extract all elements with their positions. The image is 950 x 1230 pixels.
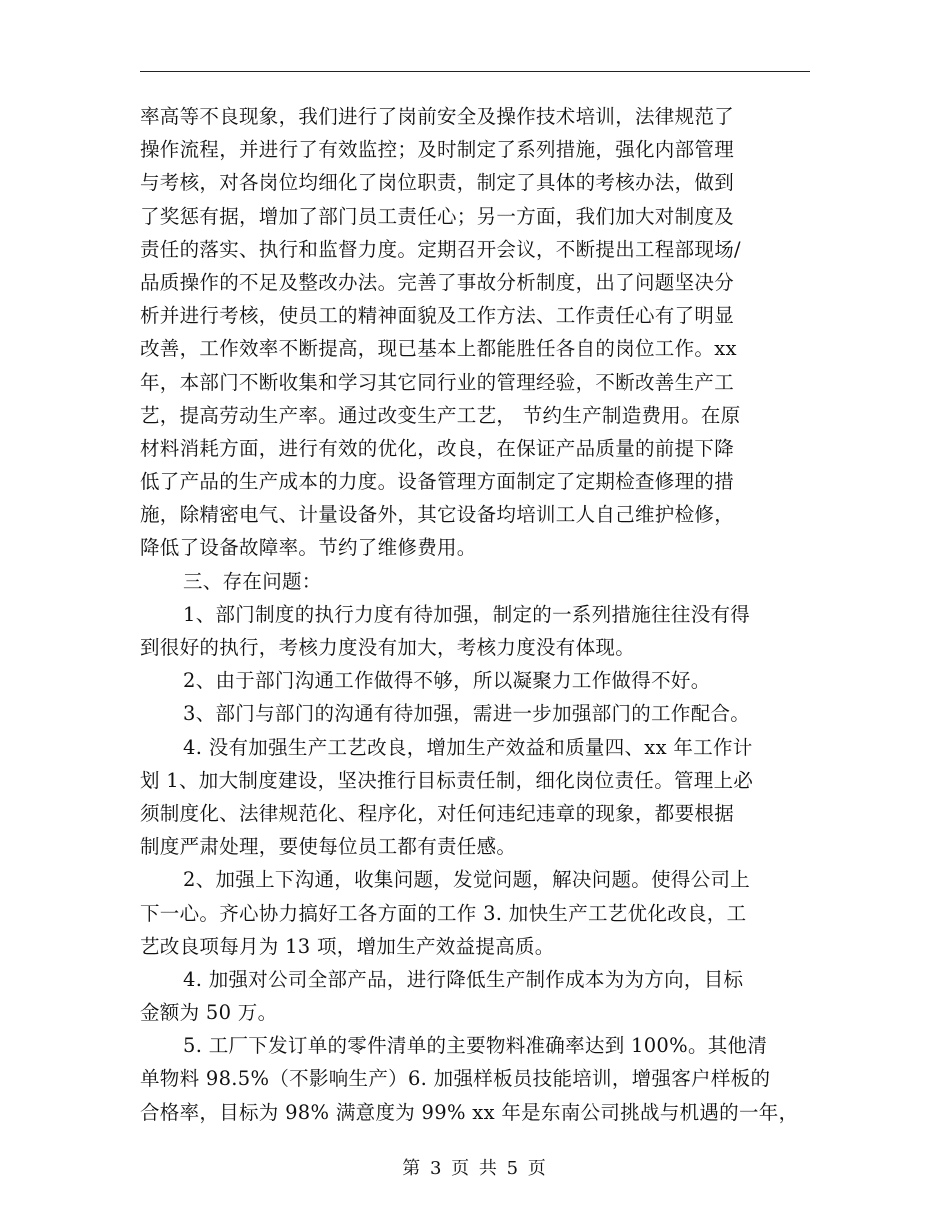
text-line: 到很好的执行，考核力度没有加大，考核力度没有体现。 — [140, 636, 636, 659]
text-line: 5. 工厂下发订单的零件清单的主要物料准确率达到 100%。其他清 — [183, 1034, 768, 1058]
text-line: 品质操作的不足及整改办法。完善了事故分析制度，出了问题坚决分 — [140, 270, 735, 294]
text-line: 率高等不良现象，我们进行了岗前安全及操作技术培训，法律规范了 — [140, 105, 735, 128]
text-line: 金额为 50 万。 — [140, 1001, 278, 1025]
text-line: 制度严肃处理，要使每位员工都有责任感。 — [140, 835, 517, 859]
text-line: 操作流程，并进行了有效监控；及时制定了系列措施，强化内部管理 — [140, 138, 735, 162]
text-line: 须制度化、法律规范化、程序化，对任何违纪违章的现象，都要根据 — [140, 801, 735, 825]
text-line: 材料消耗方面，进行有效的优化，改良，在保证产品质量的前提下降 — [140, 436, 735, 460]
text-line: 施，除精密电气、计量设备外，其它设备均培训工人自己维护检修， — [140, 503, 735, 527]
text-line: 责任的落实、执行和监督力度。定期召开会议，不断提出工程部现场/ — [140, 237, 741, 261]
text-line: 了奖惩有据，增加了部门员工责任心；另一方面，我们加大对制度及 — [140, 204, 735, 228]
text-line: 改善，工作效率不断提高，现已基本上都能胜任各自的岗位工作。xx — [140, 337, 737, 361]
text-line: 4. 加强对公司全部产品，进行降低生产制作成本为为方向，目标 — [183, 967, 744, 991]
document-body — [140, 100, 820, 1129]
header-rule — [140, 71, 810, 72]
text-line: 3、部门与部门的沟通有待加强，需进一步加强部门的工作配合。 — [183, 702, 751, 726]
text-line: 1、部门制度的执行力度有待加强，制定的一系列措施往往没有得 — [183, 602, 751, 626]
text-line: 4. 没有加强生产工艺改良，增加生产效益和质量四、xx 年工作计 — [183, 735, 753, 759]
page-number-footer: 第 3 页 共 5 页 — [402, 1158, 548, 1179]
text-line: 单物料 98.5%（不影响生产）6. 加强样板员技能培训，增强客户样板的 — [140, 1067, 771, 1091]
text-line: 三、存在问题： — [183, 569, 322, 593]
text-line: 与考核，对各岗位均细化了岗位职责，制定了具体的考核办法，做到 — [140, 171, 735, 195]
text-line: 年，本部门不断收集和学习其它同行业的管理经验，不断改善生产工 — [140, 370, 735, 394]
text-line: 艺改良项每月为 13 项，增加生产效益提高质。 — [140, 934, 555, 958]
text-line: 降低了设备故障率。节约了维修费用。 — [140, 536, 477, 560]
text-line: 下一心。齐心协力搞好工各方面的工作 3. 加快生产工艺优化改良，工 — [140, 901, 747, 925]
text-line: 低了产品的生产成本的力度。设备管理方面制定了定期检查修理的措 — [140, 470, 735, 494]
text-line: 2、由于部门沟通工作做得不够，所以凝聚力工作做得不好。 — [183, 669, 711, 693]
text-line: 析并进行考核，使员工的精神面貌及工作方法、工作责任心有了明显 — [140, 304, 735, 328]
text-line: 划 1、加大制度建设，坚决推行目标责任制，细化岗位责任。管理上必 — [140, 768, 754, 792]
text-line: 艺，提高劳动生产率。通过改变生产工艺， 节约生产制造费用。在原 — [140, 403, 741, 427]
text-line: 合格率，目标为 98% 满意度为 99% xx 年是东南公司挑战与机遇的一年， — [140, 1100, 799, 1124]
text-line: 2、加强上下沟通，收集问题，发觉问题，解决问题。使得公司上 — [183, 868, 751, 892]
